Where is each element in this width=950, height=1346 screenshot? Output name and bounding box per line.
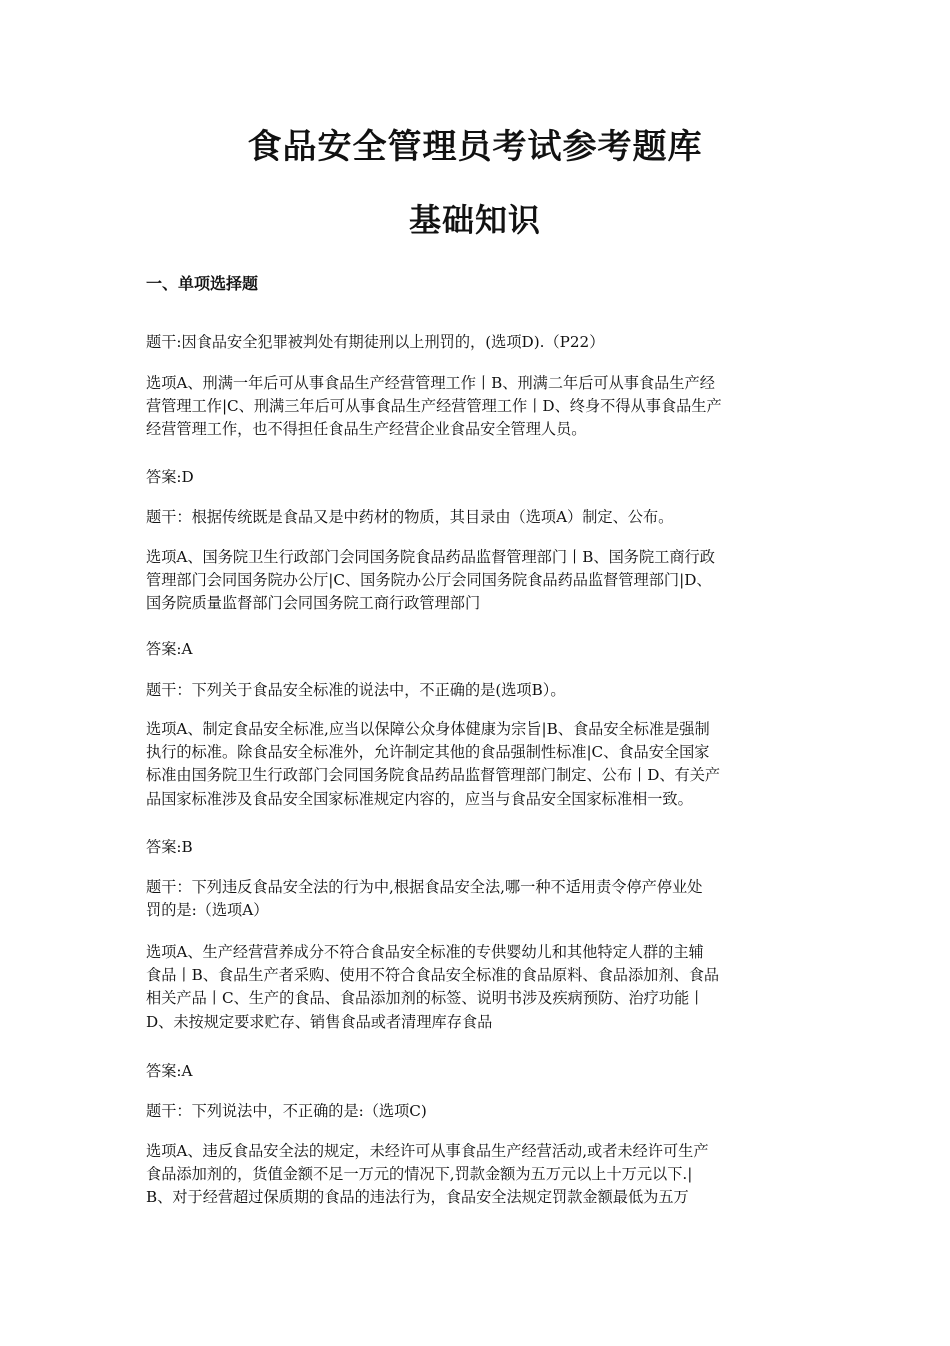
question-options xyxy=(146,546,810,616)
text-line: 答案:A xyxy=(146,1062,193,1080)
text-line: 执行的标准。除食品安全标准外，允许制定其他的食品强制性标准|C、食品安全国家 xyxy=(146,743,710,762)
text-line: 食品添加剂的，货值金额不足一万元的情况下,罚款金额为五万元以上十万元以下.| xyxy=(146,1165,693,1184)
text-line: 答案:D xyxy=(146,468,194,486)
text-line: 经营管理工作，也不得担任食品生产经营企业食品安全管理人员。 xyxy=(146,420,587,439)
text-line: 选项A、违反食品安全法的规定，未经许可从事食品生产经营活动,或者未经许可生产 xyxy=(146,1142,709,1160)
text-line: 罚的是:（选项A） xyxy=(146,901,269,920)
question-stem xyxy=(146,331,810,354)
text-line: D、未按规定要求贮存、销售食品或者清理库存食品 xyxy=(146,1012,493,1031)
text-line: 国务院质量监督部门会同国务院工商行政管理部门 xyxy=(146,594,481,613)
text-line: 答案:B xyxy=(146,838,193,856)
text-line: 食品丨B、食品生产者采购、使用不符合食品安全标准的食品原料、食品添加剂、食品 xyxy=(146,966,720,985)
text-line: 相关产品丨C、生产的食品、食品添加剂的标签、说明书涉及疾病预防、治疗功能丨 xyxy=(146,989,705,1008)
text-line: 题干：下列关于食品安全标准的说法中，不正确的是(选项B）。 xyxy=(146,681,566,699)
question-stem xyxy=(146,876,810,922)
text-line: 选项A、国务院卫生行政部门会同国务院食品药品监督管理部门丨B、国务院工商行政 xyxy=(146,548,715,566)
text-line: 品国家标准涉及食品安全国家标准规定内容的，应当与食品安全国家标准相一致。 xyxy=(146,789,693,808)
question-stem xyxy=(146,1100,810,1123)
question-answer xyxy=(146,1060,810,1083)
text-line: 题干：下列违反食品安全法的行为中,根据食品安全法,哪一种不适用责令停产停业处 xyxy=(146,878,703,896)
text-line: 题干：下列说法中，不正确的是:（选项C) xyxy=(146,1102,427,1120)
question-answer xyxy=(146,836,810,859)
question-stem xyxy=(146,506,810,529)
question-stem xyxy=(146,679,810,702)
text-line: 选项A、生产经营营养成分不符合食品安全标准的专供婴幼儿和其他特定人群的主辅 xyxy=(146,943,704,961)
document-subtitle: 基础知识 xyxy=(408,201,541,239)
text-line: 选项A、刑满一年后可从事食品生产经营管理工作丨B、刑满二年后可从事食品生产经 xyxy=(146,374,715,392)
text-line: 题干:因食品安全犯罪被判处有期徒刑以上刑罚的，(选项D).（P22） xyxy=(146,333,605,351)
question-options xyxy=(146,941,810,1034)
question-answer xyxy=(146,466,810,489)
text-line: B、对于经营超过保质期的食品的违法行为，食品安全法规定罚款金额最低为五万 xyxy=(146,1188,689,1207)
document-title: 食品安全管理员考试参考题库 xyxy=(247,127,703,167)
text-line: 营管理工作|C、刑满三年后可从事食品生产经营管理工作丨D、终身不得从事食品生产 xyxy=(146,397,722,416)
text-line: 题干：根据传统既是食品又是中药材的物质，其目录由（选项A）制定、公布。 xyxy=(146,508,674,526)
question-options xyxy=(146,372,810,442)
text-line: 管理部门会同国务院办公厅|C、国务院办公厅会同国务院食品药品监督管理部门|D、 xyxy=(146,571,712,590)
text-line: 选项A、制定食品安全标准,应当以保障公众身体健康为宗旨|B、食品安全标准是强制 xyxy=(146,720,710,738)
text-line: 答案:A xyxy=(146,640,193,658)
text-line: 标准由国务院卫生行政部门会同国务院食品药品监督管理部门制定、公布丨D、有关产 xyxy=(146,766,721,785)
section-heading: 一、单项选择题 xyxy=(146,274,259,293)
question-options xyxy=(146,1140,810,1210)
question-answer xyxy=(146,638,810,661)
question-options xyxy=(146,718,810,811)
